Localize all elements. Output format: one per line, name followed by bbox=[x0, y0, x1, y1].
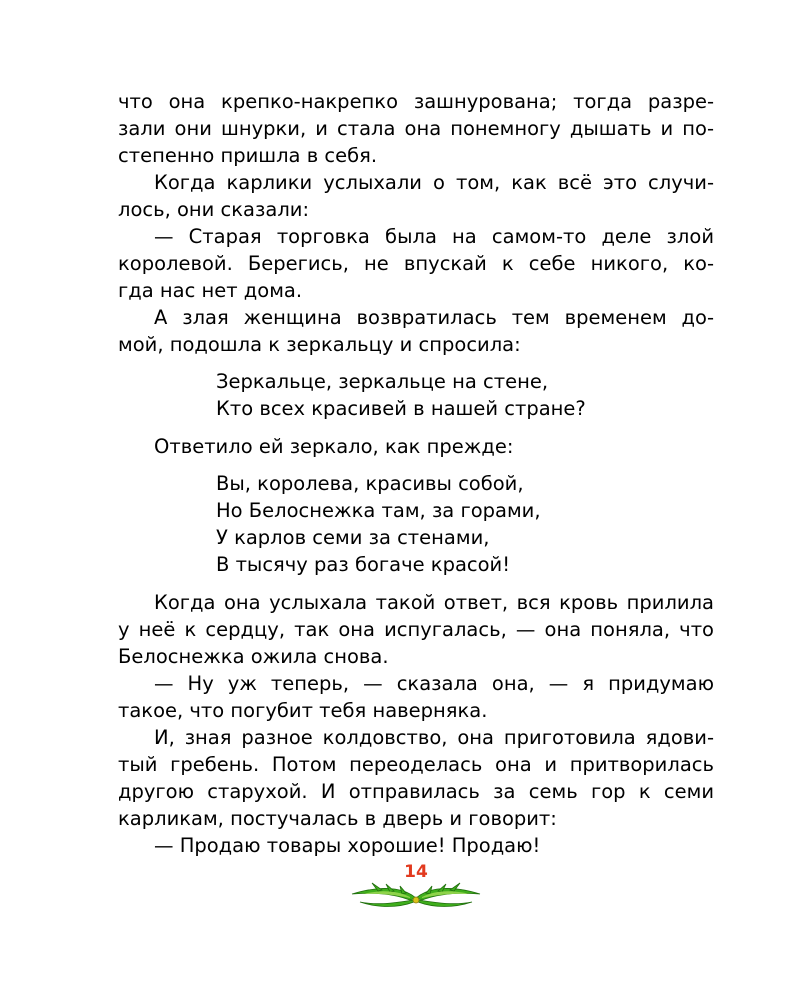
green-leaf-ornament-icon bbox=[350, 880, 482, 910]
verse-line: В тысячу раз богаче красой! bbox=[216, 553, 511, 576]
text-line: что она крепко-накрепко зашнурована; тогда разре- bbox=[118, 90, 714, 113]
text-line: мой, подошла к зеркальцу и спросила: bbox=[118, 333, 521, 356]
text-line: лось, они сказали: bbox=[118, 198, 310, 221]
text-line: гда нас нет дома. bbox=[118, 279, 303, 302]
text-line: А злая женщина возвратилась тем временем до- bbox=[154, 306, 714, 329]
text-line: Белоснежка ожила снова. bbox=[118, 645, 389, 668]
text-line: королевой. Берегись, не впускай к себе никого, ко- bbox=[118, 252, 714, 275]
text-line: тый гребень. Потом переоделась она и притворилась bbox=[118, 753, 714, 776]
verse-line: Вы, королева, красивы собой, bbox=[216, 472, 524, 495]
verse-line: Но Белоснежка там, за горами, bbox=[216, 499, 541, 522]
text-line: Ответило ей зеркало, как прежде: bbox=[154, 435, 514, 458]
text-line: такое, что погубит тебя наверняка. bbox=[118, 699, 488, 722]
page-footer bbox=[350, 862, 482, 916]
text-line: — Старая торговка была на самом-то деле злой bbox=[154, 225, 714, 248]
text-line: другою старухой. И отправилась за семь гор к семи bbox=[118, 780, 714, 803]
text-line: степенно пришла в себя. bbox=[118, 144, 378, 167]
page-body bbox=[118, 88, 714, 859]
text-line: Когда она услыхала такой ответ, вся кровь прилила bbox=[154, 591, 714, 614]
text-line: у неё к сердцу, так она испугалась, — она поняла, что bbox=[118, 618, 714, 641]
text-line: — Продаю товары хорошие! Продаю! bbox=[154, 834, 541, 857]
text-line: И, зная разное колдовство, она приготовила ядови- bbox=[154, 726, 714, 749]
verse-mirror-question bbox=[216, 368, 714, 422]
text-line: — Ну уж теперь, — сказала она, — я придумаю bbox=[154, 672, 714, 695]
verse-line: Кто всех красивей в нашей стране? bbox=[216, 397, 586, 420]
text-line: карликам, постучалась в дверь и говорит: bbox=[118, 807, 557, 830]
verse-line: Зеркальце, зеркальце на стене, bbox=[216, 370, 549, 393]
text-line: Когда карлики услыхали о том, как всё это случи- bbox=[154, 171, 714, 194]
page-number: 14 bbox=[404, 862, 428, 882]
verse-line: У карлов семи за стенами, bbox=[216, 526, 490, 549]
verse-mirror-answer bbox=[216, 470, 714, 578]
text-line: зали они шнурки, и стала она понемногу дышать и по- bbox=[118, 117, 714, 140]
